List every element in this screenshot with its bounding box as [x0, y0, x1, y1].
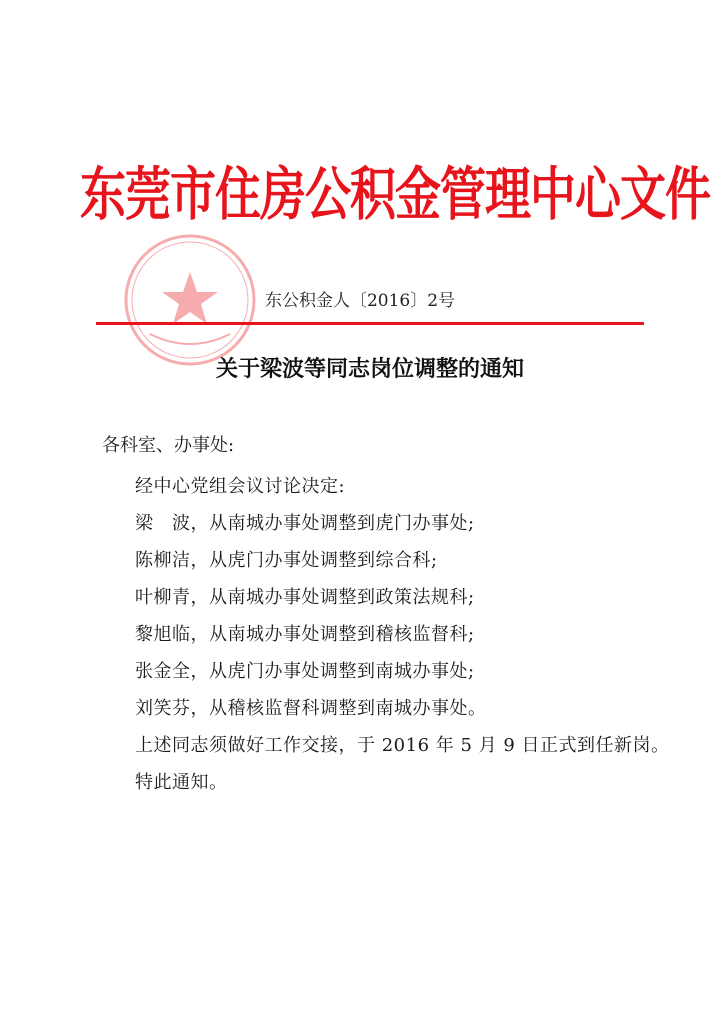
body-line-handover: 上述同志须做好工作交接，于 2016 年 5 月 9 日正式到任新岗。 [135, 735, 670, 756]
body-line-transfer: 张金全，从虎门办事处调整到南城办事处; [135, 661, 475, 682]
body-line-transfer: 黎旭临，从南城办事处调整到稽核监督科; [135, 624, 475, 645]
notice-body [135, 468, 695, 801]
body-line-transfer: 陈柳洁，从虎门办事处调整到综合科; [135, 550, 438, 571]
body-line-transfer: 梁 波，从南城办事处调整到虎门办事处; [135, 513, 475, 534]
addressee: 各科室、办事处: [102, 435, 235, 456]
body-line-intro: 经中心党组会议讨论决定: [135, 476, 346, 497]
notice-title: 关于梁波等同志岗位调整的通知 [215, 356, 524, 382]
body-line-transfer: 叶柳青，从南城办事处调整到政策法规科; [135, 587, 475, 608]
body-line-transfer: 刘笑芬，从稽核监督科调整到南城办事处。 [135, 698, 487, 719]
masthead-title: 东莞市住房公积金管理中心文件 [80, 160, 710, 228]
body-line-closing: 特此通知。 [135, 772, 228, 793]
document-number: 东公积金人〔2016〕2号 [264, 291, 456, 311]
red-divider [96, 322, 644, 325]
